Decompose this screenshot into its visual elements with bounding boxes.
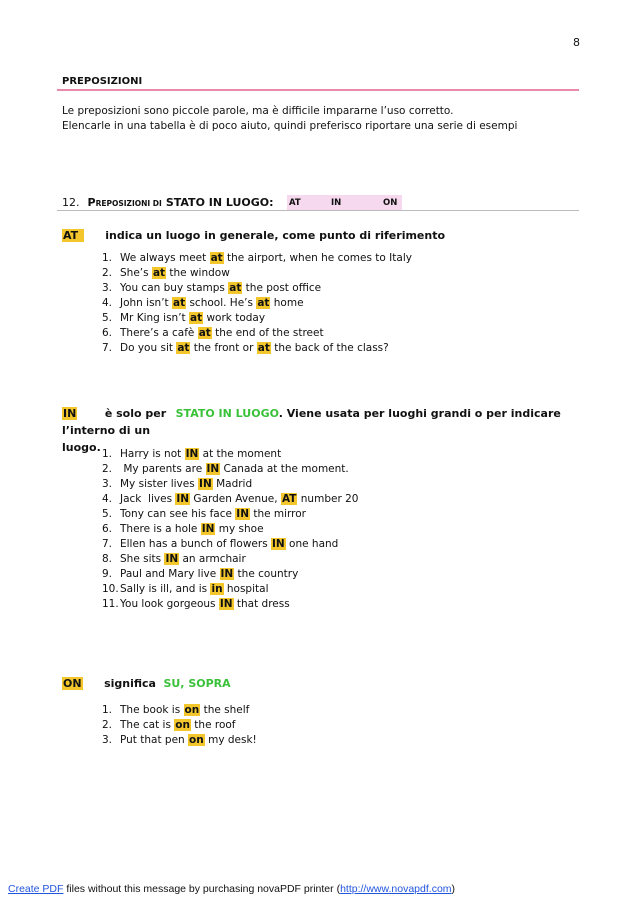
- example-text: the post office: [242, 282, 322, 294]
- example-text: My sister lives: [120, 478, 199, 490]
- preposition-highlight: IN: [272, 538, 285, 550]
- example-text: Canada at the moment.: [220, 463, 349, 475]
- in-desc-line2: luogo.: [62, 441, 101, 454]
- example-item: [102, 582, 358, 597]
- chapter-title-smallcaps: REPOSIZIONI DI: [95, 199, 162, 208]
- example-text: There is a hole: [120, 523, 201, 535]
- example-item: [102, 703, 257, 718]
- example-number: 3.: [102, 734, 113, 746]
- example-number: 6.: [102, 327, 113, 339]
- example-item: [102, 522, 358, 537]
- example-text: My parents are: [120, 463, 206, 475]
- example-number: 4.: [102, 493, 113, 505]
- chapter-title-main: STATO IN LUOGO:: [165, 196, 274, 209]
- section-title: PREPOSIZIONI: [62, 76, 143, 87]
- page-number: 8: [573, 36, 580, 49]
- example-number: 1.: [102, 448, 113, 460]
- example-item: [102, 718, 257, 733]
- example-number: 2.: [102, 267, 113, 279]
- intro-paragraph: [62, 104, 517, 134]
- example-text: the country: [234, 568, 299, 580]
- on-label: ON: [63, 677, 82, 690]
- section-divider: [57, 89, 579, 91]
- preposition-highlight: IN: [220, 568, 234, 580]
- example-text: We always meet: [120, 252, 210, 264]
- example-text: that dress: [233, 598, 290, 610]
- at-section-heading: [62, 224, 445, 243]
- example-item: [102, 281, 412, 296]
- example-text: Harry is not: [120, 448, 185, 460]
- example-item: [102, 537, 358, 552]
- example-text: my shoe: [215, 523, 264, 535]
- preposition-highlight: at: [177, 342, 190, 354]
- example-number: 2.: [102, 719, 113, 731]
- at-examples-list: [102, 251, 412, 356]
- example-text: Paul and Mary live: [120, 568, 220, 580]
- preposition-highlight: IN: [199, 478, 212, 490]
- preposition-highlight: IN: [176, 493, 190, 505]
- example-text: There’s a cafè: [120, 327, 198, 339]
- example-item: [102, 266, 412, 281]
- at-label: AT: [62, 229, 84, 242]
- in-label: IN: [63, 407, 77, 420]
- tag-on: ON: [383, 198, 398, 208]
- on-desc-green: SU, SOPRA: [163, 677, 231, 690]
- example-number: 1.: [102, 252, 113, 264]
- example-text: Sally is ill, and is: [120, 583, 211, 595]
- example-text: the roof: [190, 719, 236, 731]
- example-item: [102, 251, 412, 266]
- in-desc-post: . Viene usata per luoghi grandi o per indicare l’interno di un: [62, 407, 561, 437]
- tag-at: AT: [289, 198, 301, 208]
- preposition-highlight: at: [152, 267, 166, 279]
- pdf-footer: [8, 883, 455, 895]
- example-number: 4.: [102, 297, 113, 309]
- example-text: She’s: [120, 267, 152, 279]
- example-text: the mirror: [249, 508, 306, 520]
- example-item: [102, 492, 358, 507]
- example-item: [102, 597, 358, 612]
- preposition-tags: [287, 195, 402, 211]
- preposition-highlight: at: [190, 312, 203, 324]
- preposition-highlight: IN: [165, 553, 179, 565]
- example-text: home: [270, 297, 304, 309]
- intro-line-1: Le preposizioni sono piccole parole, ma è difficile impararne l’uso corretto.: [62, 105, 454, 117]
- tag-in: IN: [331, 198, 342, 208]
- example-number: 10.: [102, 583, 119, 595]
- example-text: Put that pen: [120, 734, 189, 746]
- example-text: the back of the class?: [270, 342, 389, 354]
- example-text: Garden Avenue,: [190, 493, 281, 505]
- example-text: at the moment: [199, 448, 282, 460]
- example-text: You can buy stamps: [120, 282, 229, 294]
- example-number: 7.: [102, 342, 113, 354]
- preposition-highlight: at: [173, 297, 186, 309]
- preposition-highlight: in: [211, 583, 223, 595]
- example-text: The book is: [120, 704, 184, 716]
- example-item: [102, 462, 358, 477]
- example-number: 5.: [102, 312, 113, 324]
- preposition-highlight: IN: [201, 523, 215, 535]
- footer-text: files without this message by purchasing novaPDF printer (: [63, 883, 341, 895]
- example-text: an armchair: [179, 553, 246, 565]
- example-text: the shelf: [200, 704, 250, 716]
- example-item: [102, 552, 358, 567]
- preposition-highlight: at: [257, 342, 270, 354]
- example-item: [102, 567, 358, 582]
- example-text: Ellen has a bunch of flowers: [120, 538, 271, 550]
- example-number: 8.: [102, 553, 113, 565]
- create-pdf-link[interactable]: Create PDF: [8, 883, 64, 895]
- example-text: work today: [203, 312, 266, 324]
- chapter-divider: [57, 210, 579, 211]
- example-number: 3.: [102, 282, 113, 294]
- example-number: 5.: [102, 508, 113, 520]
- preposition-highlight: IN: [236, 508, 249, 520]
- example-text: the front or: [190, 342, 257, 354]
- example-number: 3.: [102, 478, 113, 490]
- preposition-highlight: on: [184, 704, 200, 716]
- example-item: [102, 296, 412, 311]
- example-text: the end of the street: [211, 327, 324, 339]
- example-text: John isn’t: [120, 297, 173, 309]
- example-number: 2.: [102, 463, 113, 475]
- example-item: [102, 507, 358, 522]
- example-text: the window: [166, 267, 230, 279]
- chapter-title-initial: P: [87, 196, 96, 209]
- preposition-highlight: AT: [281, 493, 297, 505]
- example-item: [102, 341, 412, 356]
- example-number: 7.: [102, 538, 113, 550]
- example-text: Tony can see his face: [120, 508, 236, 520]
- novapdf-link[interactable]: http://www.novapdf.com: [340, 883, 452, 895]
- at-description: indica un luogo in generale, come punto di riferimento: [105, 229, 446, 242]
- example-text: Madrid: [212, 478, 253, 490]
- on-desc-pre: significa: [104, 677, 156, 690]
- footer-text-end: ): [451, 883, 456, 895]
- preposition-highlight: at: [257, 297, 270, 309]
- example-text: Do you sit: [120, 342, 177, 354]
- example-text: Mr King isn’t: [120, 312, 190, 324]
- on-examples-list: [102, 703, 257, 748]
- preposition-highlight: at: [210, 252, 223, 264]
- example-number: 1.: [102, 704, 113, 716]
- chapter-heading: [62, 196, 274, 209]
- example-item: [102, 326, 412, 341]
- preposition-highlight: IN: [185, 448, 199, 460]
- example-text: my desk!: [204, 734, 257, 746]
- in-examples-list: [102, 447, 358, 612]
- example-text: the airport, when he comes to Italy: [223, 252, 412, 264]
- example-item: [102, 477, 358, 492]
- example-text: number 20: [297, 493, 359, 505]
- intro-line-2: Elencarle in una tabella è di poco aiuto, quindi preferisco riportare una serie di esempi: [62, 120, 518, 132]
- example-text: Jack lives: [120, 493, 176, 505]
- in-desc-pre: è solo per: [104, 407, 167, 420]
- example-text: She sits: [120, 553, 165, 565]
- example-text: school. He’s: [186, 297, 257, 309]
- example-number: 11.: [102, 598, 119, 610]
- example-number: 6.: [102, 523, 113, 535]
- preposition-highlight: IN: [219, 598, 233, 610]
- example-item: [102, 447, 358, 462]
- on-section-heading: [62, 677, 231, 690]
- preposition-highlight: IN: [206, 463, 220, 475]
- example-text: You look gorgeous: [120, 598, 219, 610]
- example-text: The cat is: [120, 719, 175, 731]
- example-number: 9.: [102, 568, 113, 580]
- example-item: [102, 311, 412, 326]
- example-text: one hand: [285, 538, 339, 550]
- example-text: hospital: [223, 583, 269, 595]
- preposition-highlight: at: [229, 282, 242, 294]
- preposition-highlight: at: [198, 327, 211, 339]
- chapter-number: 12.: [62, 196, 80, 209]
- example-item: [102, 733, 257, 748]
- preposition-highlight: on: [175, 719, 190, 731]
- preposition-highlight: on: [189, 734, 204, 746]
- in-desc-green: STATO IN LUOGO: [175, 407, 279, 420]
